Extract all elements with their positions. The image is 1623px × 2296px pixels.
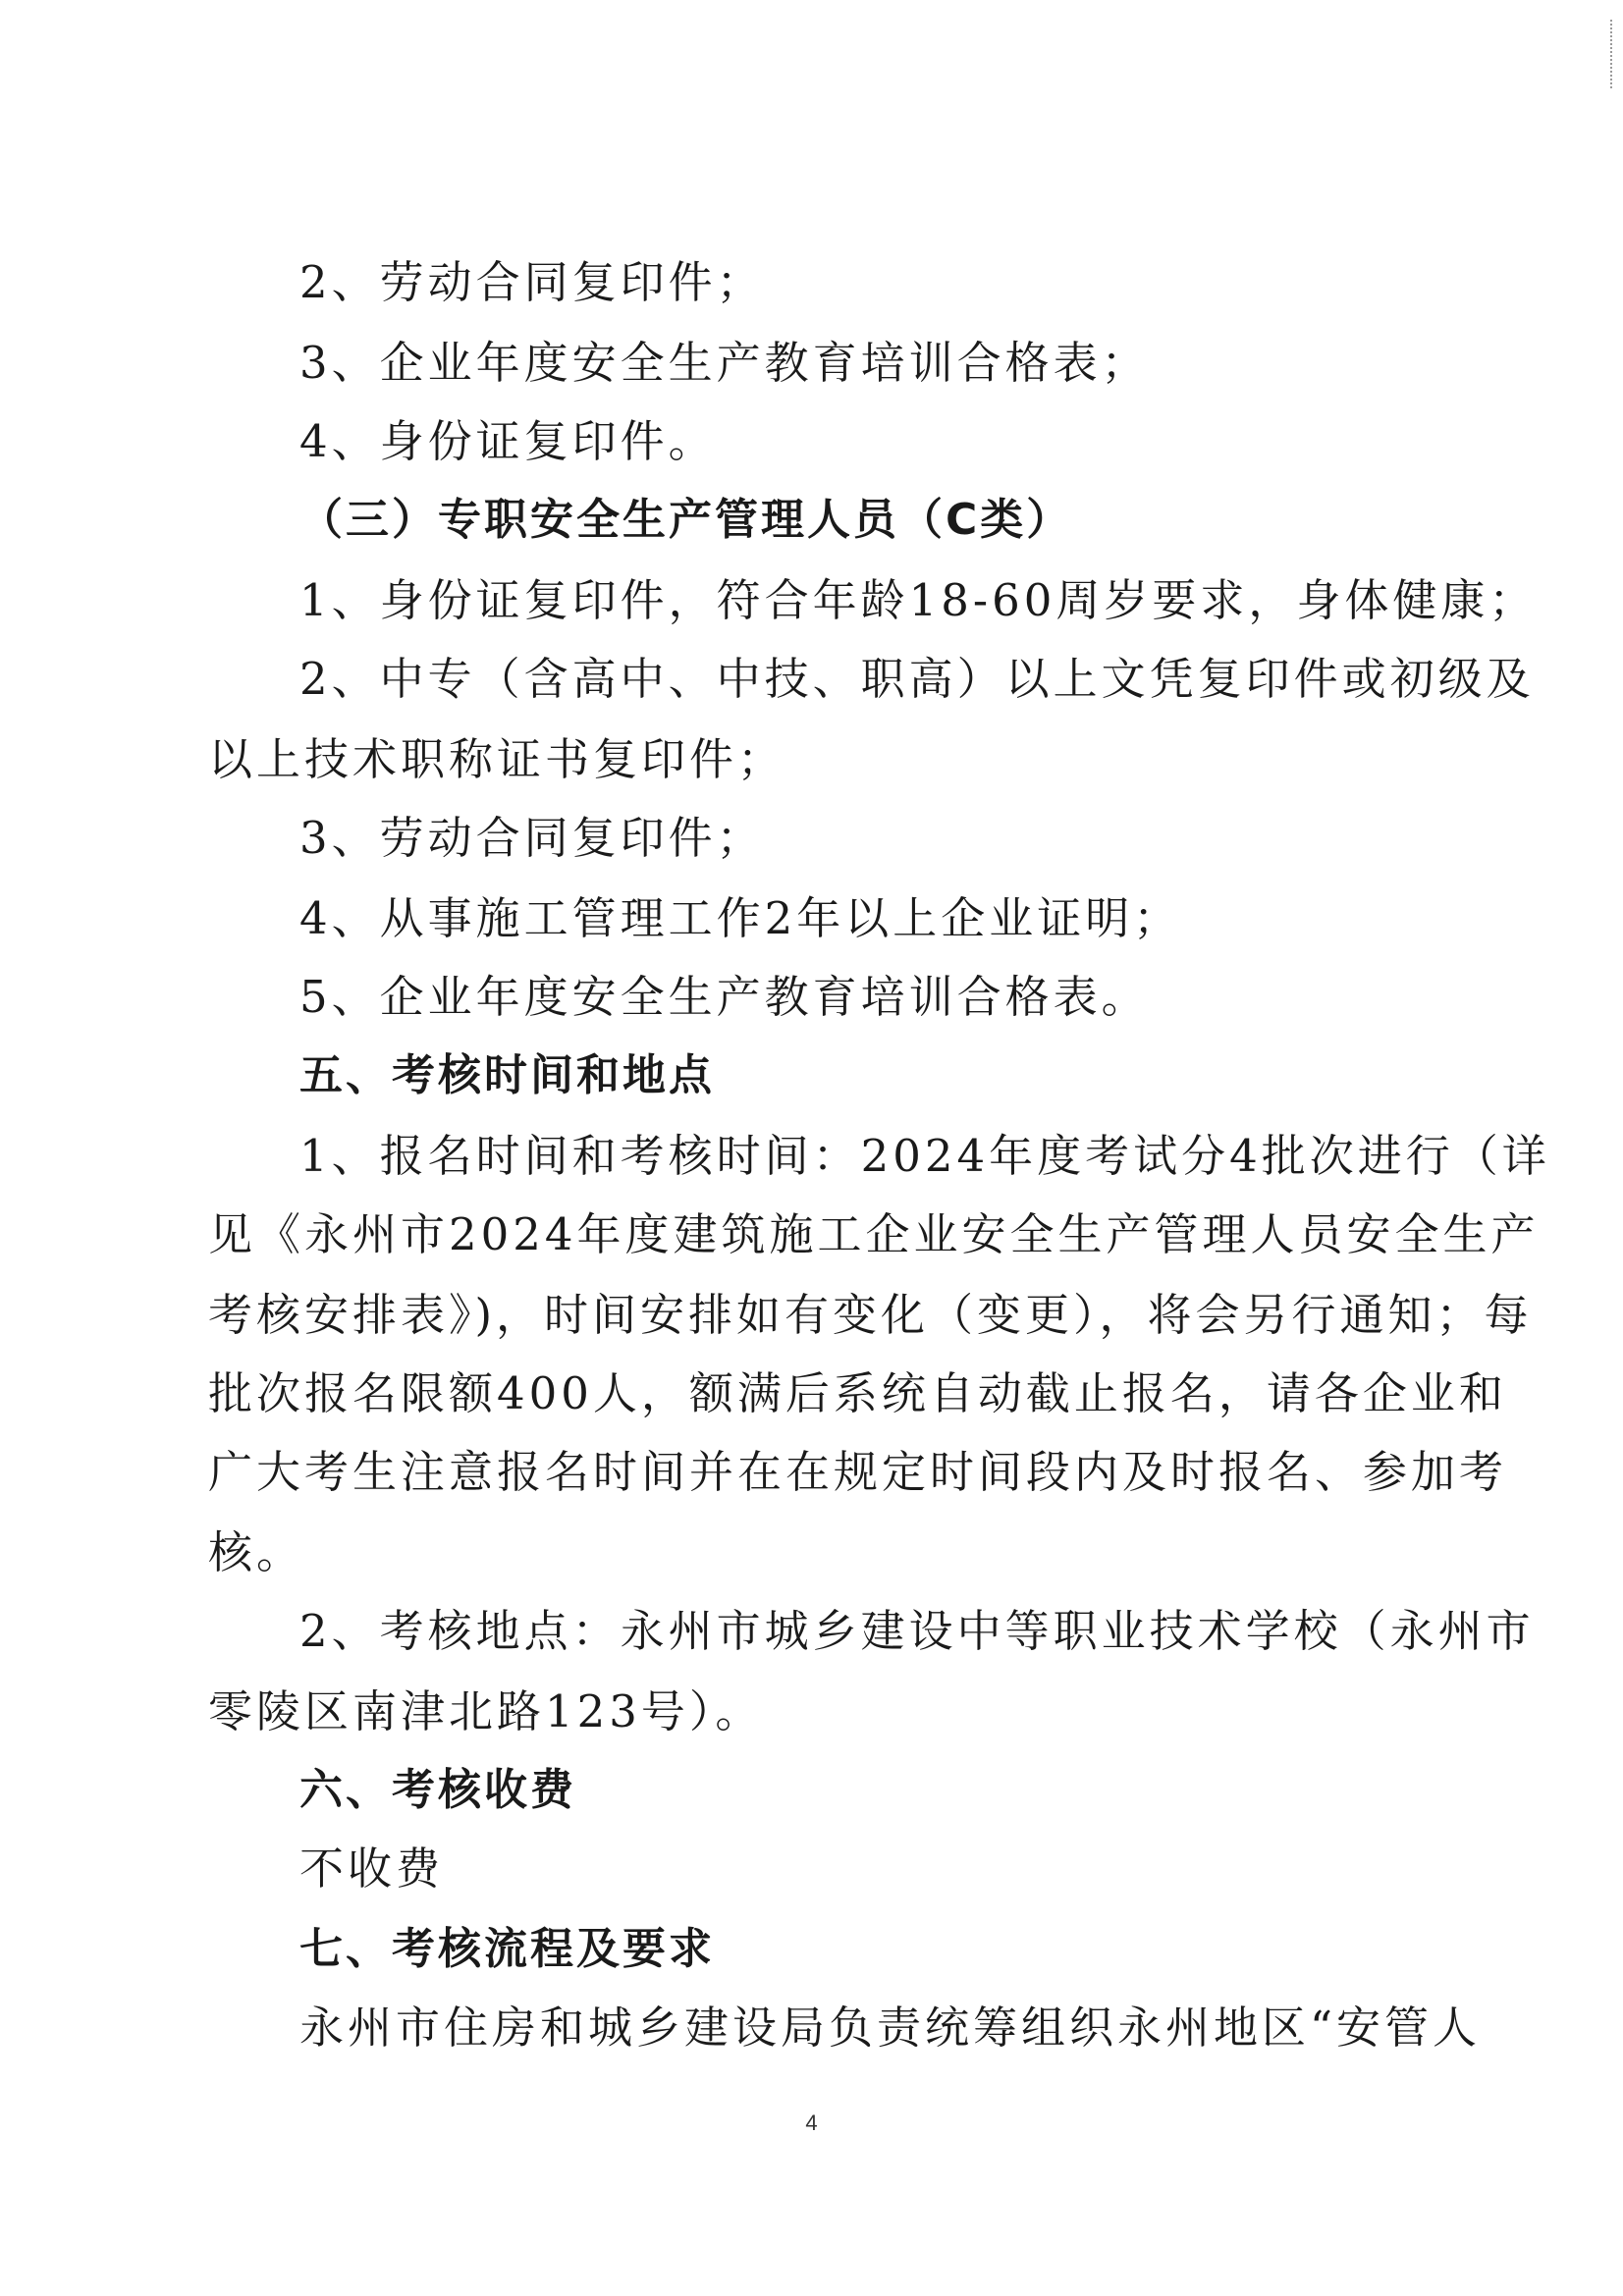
paragraph-line: 1、报名时间和考核时间：2024年度考试分4批次进行（详 — [299, 1130, 1550, 1182]
paragraph-line: 2、中专（含高中、中技、职高）以上文凭复印件或初级及 — [299, 653, 1535, 705]
paragraph-line: 以上技术职称证书复印件； — [208, 733, 786, 785]
list-item: 3、企业年度安全生产教育培训合格表； — [299, 337, 1150, 389]
paragraph-line: 考核安排表》)，时间安排如有变化（变更），将会另行通知；每 — [208, 1289, 1533, 1341]
section-heading: 七、考核流程及要求 — [299, 1924, 715, 1974]
paragraph-line: 零陵区南津北路123号）。 — [208, 1685, 764, 1737]
scan-margin-mark — [1610, 20, 1615, 88]
section-heading: 六、考核收费 — [299, 1765, 576, 1815]
list-item: 5、企业年度安全生产教育培训合格表。 — [299, 971, 1150, 1023]
list-item: 4、从事施工管理工作2年以上企业证明； — [299, 892, 1182, 944]
paragraph-line: 见《永州市2024年度建筑施工企业安全生产管理人员安全生产 — [208, 1208, 1540, 1260]
section-heading: 五、考核时间和地点 — [299, 1050, 715, 1100]
list-item: 2、劳动合同复印件； — [299, 256, 765, 308]
list-item: 3、劳动合同复印件； — [299, 812, 765, 864]
paragraph-line: 2、考核地点：永州市城乡建设中等职业技术学校（永州市 — [299, 1605, 1535, 1657]
list-item: 1、身份证复印件，符合年龄18-60周岁要求，身体健康； — [299, 574, 1538, 626]
paragraph-line: 广大考生注意报名时间并在在规定时间段内及时报名、参加考 — [208, 1446, 1508, 1498]
paragraph-line: 批次报名限额400人，额满后系统自动截止报名，请各企业和 — [208, 1367, 1507, 1419]
paragraph-line: 永州市住房和城乡建设局负责统筹组织永州地区“安管人 — [299, 2002, 1482, 2054]
page-number: 4 — [805, 2110, 818, 2135]
section-heading: （三）专职安全生产管理人员（C类） — [299, 495, 1073, 545]
paragraph-line: 不收费 — [299, 1842, 445, 1895]
paragraph-line: 核。 — [208, 1526, 305, 1578]
list-item: 4、身份证复印件。 — [299, 415, 717, 467]
